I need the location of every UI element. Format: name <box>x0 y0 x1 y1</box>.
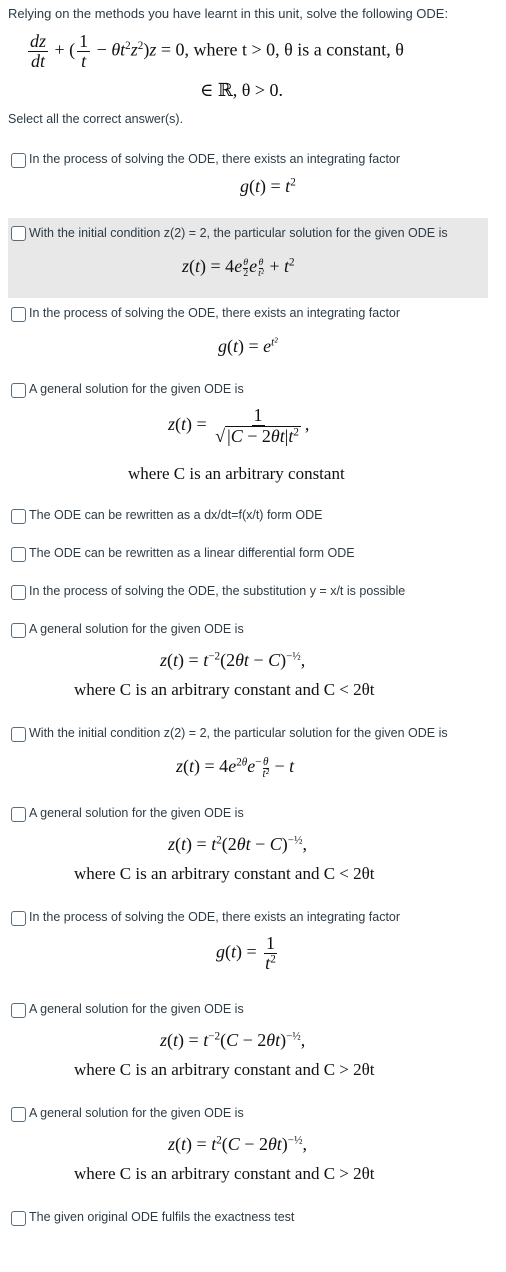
option-checkbox[interactable] <box>11 383 26 398</box>
option-label: A general solution for the given ODE is <box>29 622 244 636</box>
option-equation: $g(t) = e^{t^2}$ <box>218 336 278 356</box>
option-10[interactable] <box>8 804 488 892</box>
option-checkbox[interactable] <box>11 807 26 822</box>
option-where: where C is an arbitrary constant <box>128 464 345 483</box>
option-3[interactable] <box>8 304 488 374</box>
option-12[interactable] <box>8 1000 488 1088</box>
option-6[interactable] <box>8 544 488 566</box>
option-label: With the initial condition z(2) = 2, the particular solution for the given ODE is <box>29 226 448 240</box>
option-checkbox[interactable] <box>11 1003 26 1018</box>
option-equation: $z(t) = t^{-2}(C - 2\theta t)^{-\frac{1}{2}}$, <box>160 1030 306 1050</box>
option-label: In the process of solving the ODE, the substitution y = x/t is possible <box>29 584 406 598</box>
question-intro: Relying on the methods you have learnt in this unit, solve the following ODE: <box>8 6 449 21</box>
option-label: The ODE can be rewritten as a linear differential form ODE <box>29 546 355 560</box>
option-checkbox[interactable] <box>11 1211 26 1226</box>
option-equation: z(t) = 4e $\frac{\theta}{2}$ e $\frac{\theta}{\text{t²}}$ + $t^2$ <box>182 256 295 279</box>
option-checkbox[interactable] <box>11 1107 26 1122</box>
ode-conditions-line2: ∈ ℝ, θ > 0. <box>200 80 284 100</box>
option-where: where C is an arbitrary constant and C < 2θt <box>74 680 375 699</box>
option-checkbox[interactable] <box>11 727 26 742</box>
option-1[interactable] <box>8 150 488 210</box>
option-14[interactable] <box>8 1208 488 1230</box>
option-8[interactable] <box>8 620 488 708</box>
option-checkbox[interactable] <box>11 585 26 600</box>
option-label: A general solution for the given ODE is <box>29 1002 244 1016</box>
option-checkbox[interactable] <box>11 623 26 638</box>
option-9[interactable] <box>8 724 488 794</box>
option-label: A general solution for the given ODE is <box>29 1106 244 1120</box>
option-checkbox[interactable] <box>11 153 26 168</box>
option-label: The ODE can be rewritten as a dx/dt=f(x/t) form ODE <box>29 508 323 522</box>
option-equation: $z(t) = t^{-2}(2\theta t - C)^{-\frac{1}{2}}$, <box>160 650 306 670</box>
ode-equation: $\frac{dz}{dt}$ + ( $\frac{1}{t}$ − $\theta t^2z^2)z = 0$, where t > 0, θ is a constant, θ <box>30 31 404 71</box>
option-label: With the initial condition z(2) = 2, the particular solution for the given ODE is <box>29 726 448 740</box>
option-13[interactable] <box>8 1104 488 1192</box>
option-label: In the process of solving the ODE, there exists an integrating factor <box>29 152 401 166</box>
option-checkbox[interactable] <box>11 307 26 322</box>
select-all-instruction: Select all the correct answer(s). <box>8 112 184 126</box>
option-label: A general solution for the given ODE is <box>29 806 244 820</box>
option-checkbox[interactable] <box>11 509 26 524</box>
ode-conditions: , where t > 0, θ is a constant, θ <box>184 39 404 60</box>
option-5[interactable] <box>8 506 488 528</box>
option-where: where C is an arbitrary constant and C > 2θt <box>74 1060 375 1079</box>
option-where: where C is an arbitrary constant and C < 2θt <box>74 864 375 883</box>
option-label: The given original ODE fulfils the exactness test <box>29 1210 295 1224</box>
option-equation: $z(t) = 4e^{2\theta}e^{- \frac{\theta}{\text{t²}}}$ − t <box>176 756 295 781</box>
option-checkbox[interactable] <box>11 911 26 926</box>
option-11[interactable] <box>8 908 488 982</box>
option-label: A general solution for the given ODE is <box>29 382 244 396</box>
option-7[interactable] <box>8 582 488 604</box>
option-equation: $z(t) = t^2(C - 2\theta t)^{-\frac{1}{2}}$, <box>168 1134 307 1154</box>
option-equation: z(t) = $\frac{1}{√ |C - 2\theta t|t^2}$ , <box>168 405 310 446</box>
option-label: In the process of solving the ODE, there exists an integrating factor <box>29 910 401 924</box>
option-2[interactable] <box>8 218 488 298</box>
option-equation: $z(t) = t^2(2\theta t - C)^{-\frac{1}{2}}$, <box>168 834 307 854</box>
option-label: In the process of solving the ODE, there exists an integrating factor <box>29 306 401 320</box>
option-where: where C is an arbitrary constant and C > 2θt <box>74 1164 375 1183</box>
option-checkbox[interactable] <box>11 547 26 562</box>
option-equation: $g(t) = t^2$ <box>240 176 296 196</box>
option-checkbox[interactable] <box>11 226 26 241</box>
option-equation: g(t) = $\frac{1}{t^2}$ <box>216 933 276 973</box>
option-4[interactable] <box>8 380 488 490</box>
